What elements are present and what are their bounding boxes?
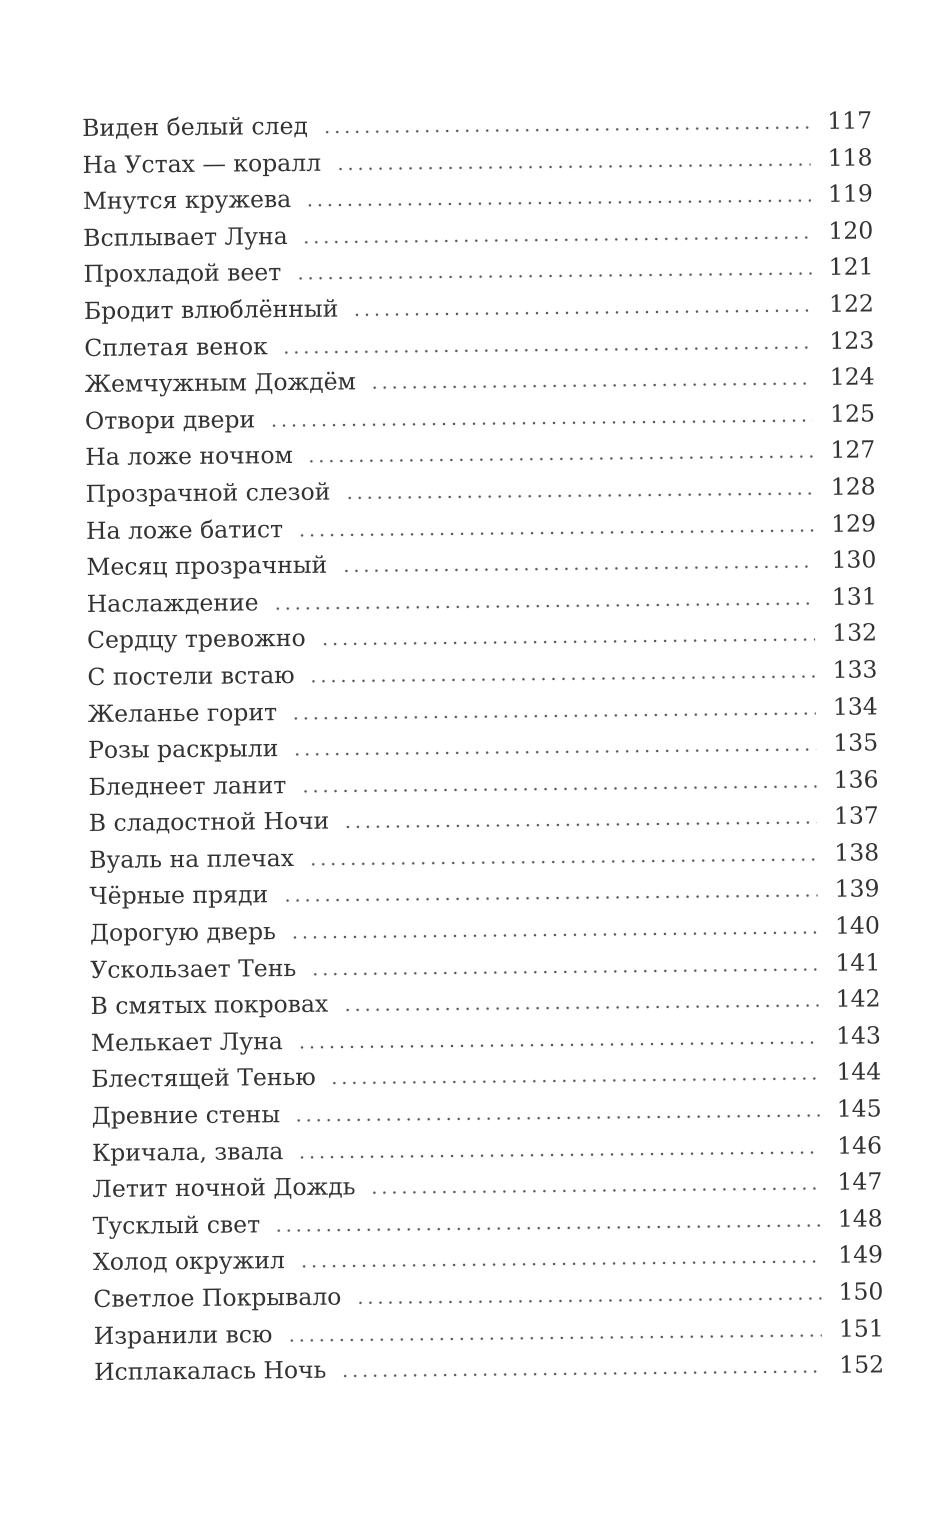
toc-entry-title: Кричала, звала — [91, 1136, 284, 1167]
dot-leader — [343, 821, 817, 829]
toc-entry-page: 147 — [837, 1167, 883, 1197]
toc-entry-page: 119 — [827, 179, 873, 209]
dot-leader — [320, 638, 815, 646]
toc-entry-page: 120 — [828, 216, 874, 245]
toc-entry-page: 130 — [831, 545, 877, 574]
dot-leader — [342, 1004, 818, 1012]
toc-entry-title: Жемчужным Дождём — [84, 367, 356, 399]
toc-entry-title: Блестящей Тенью — [91, 1063, 316, 1094]
toc-entry-page: 151 — [838, 1313, 884, 1343]
toc-entry-title: Желанье горит — [87, 697, 278, 728]
toc-entry-page: 133 — [832, 655, 878, 684]
toc-entry-title: Сплетая венок — [84, 331, 268, 362]
toc-entry-title: На Устах — коралл — [82, 148, 322, 179]
toc-entry-title: С постели встаю — [87, 660, 295, 691]
toc-entry-page: 122 — [828, 289, 875, 318]
toc-entry-title: Розы раскрыли — [88, 734, 279, 765]
toc-entry-page: 121 — [828, 252, 874, 282]
toc-entry-title: На ложе ночном — [85, 441, 293, 472]
toc-entry-page: 145 — [836, 1094, 882, 1123]
toc-entry-title: Вуаль на плечах — [89, 843, 295, 874]
dot-leader — [310, 968, 818, 976]
dot-leader — [294, 1114, 820, 1122]
dot-leader — [274, 1224, 821, 1232]
toc-entry-title: Месяц прозрачный — [86, 550, 328, 582]
dot-leader — [286, 1334, 821, 1342]
dot-leader — [300, 785, 816, 793]
toc-entry-title: Изранили всю — [93, 1319, 273, 1350]
toc-entry-title: Прохладой веет — [83, 258, 282, 289]
dot-leader — [309, 675, 816, 683]
dot-leader — [307, 455, 814, 463]
dot-leader — [292, 748, 816, 756]
toc-entry-page: 118 — [827, 143, 873, 172]
toc-entry-title: В смятых покровах — [90, 989, 329, 1021]
dot-leader — [370, 382, 813, 389]
toc-entry-title: Наслаждение — [86, 588, 259, 618]
toc-entry-page: 134 — [832, 691, 878, 721]
toc-entry-title: Виден белый след — [82, 111, 309, 142]
toc-entry-title: Ускользает Тень — [90, 953, 297, 984]
dot-leader — [282, 894, 817, 902]
toc-entry-page: 150 — [838, 1277, 884, 1306]
toc-entry-page: 129 — [831, 508, 877, 538]
toc-entry-page: 146 — [836, 1130, 883, 1160]
toc-entry-title: Чёрные пряди — [89, 880, 269, 911]
toc-entry-page: 128 — [830, 472, 876, 501]
table-of-contents — [82, 102, 884, 1390]
toc-entry-page: 136 — [833, 765, 879, 794]
toc-entry-page: 152 — [839, 1350, 885, 1379]
dot-leader — [299, 1260, 821, 1268]
dot-leader — [355, 1297, 821, 1304]
toc-entry-page: 137 — [833, 801, 879, 831]
dot-leader — [297, 1151, 820, 1159]
toc-entry-page: 132 — [832, 618, 878, 648]
toc-entry-page: 149 — [838, 1240, 884, 1270]
toc-entry-page: 131 — [831, 582, 877, 611]
dot-leader — [344, 492, 813, 500]
toc-entry-title: Тусклый свет — [92, 1210, 261, 1240]
toc-entry-title: Отвори двери — [84, 405, 256, 435]
toc-entry-page: 148 — [837, 1204, 883, 1233]
toc-entry-page: 141 — [835, 948, 881, 977]
toc-entry-title: На ложе батист — [85, 514, 284, 545]
dot-leader — [297, 529, 814, 537]
toc-entry-page: 142 — [835, 984, 881, 1014]
dot-leader — [305, 199, 811, 207]
toc-entry-page: 140 — [834, 911, 880, 940]
toc-entry-title: В сладостной Ночи — [88, 806, 330, 838]
toc-entry-page: 144 — [836, 1057, 882, 1087]
dot-leader — [269, 419, 813, 427]
toc-entry-title: Мнутся кружева — [82, 185, 292, 216]
toc-entry-title: Летит ночной Дождь — [92, 1172, 356, 1204]
dot-leader — [335, 163, 810, 171]
dot-leader — [352, 309, 812, 316]
dot-leader — [340, 1370, 822, 1378]
dot-leader — [291, 711, 816, 719]
toc-entry-page: 124 — [829, 362, 875, 391]
toc-entry-title: Холод окружил — [92, 1246, 286, 1277]
toc-entry-page: 127 — [830, 435, 876, 465]
dot-leader — [341, 565, 814, 573]
toc-entry-title: Бледнеет ланит — [88, 770, 287, 801]
toc-entry-page: 135 — [833, 728, 879, 757]
toc-entry-page: 138 — [834, 838, 880, 867]
toc-entry-page: 139 — [834, 874, 880, 904]
toc-entry — [94, 1347, 884, 1391]
dot-leader — [308, 858, 817, 866]
dot-leader — [369, 1187, 820, 1194]
dot-leader — [273, 602, 815, 610]
toc-entry-title: Исплакалась Ночь — [93, 1355, 327, 1387]
toc-entry-page: 123 — [829, 325, 875, 355]
toc-entry-title: Мелькает Луна — [90, 1026, 283, 1057]
toc-entry-title: Всплывает Луна — [83, 221, 288, 252]
toc-entry-title: Древние стены — [91, 1100, 281, 1130]
toc-entry-title: Бродит влюблённый — [83, 294, 339, 325]
dot-leader — [295, 272, 811, 280]
dot-leader — [290, 931, 818, 939]
toc-entry-title: Светлое Покрывало — [93, 1282, 342, 1313]
toc-entry-page: 117 — [827, 106, 873, 135]
dot-leader — [282, 346, 813, 354]
toc-entry-page: 125 — [829, 399, 876, 428]
toc-entry-title: Дорогую дверь — [89, 917, 276, 948]
toc-entry-title: Сердцу тревожно — [86, 624, 306, 655]
dot-leader — [322, 126, 810, 134]
toc-entry-title: Прозрачной слезой — [85, 477, 331, 508]
dot-leader — [330, 1077, 820, 1085]
dot-leader — [297, 1041, 819, 1049]
dot-leader — [302, 236, 812, 244]
toc-entry-page: 143 — [835, 1021, 882, 1050]
